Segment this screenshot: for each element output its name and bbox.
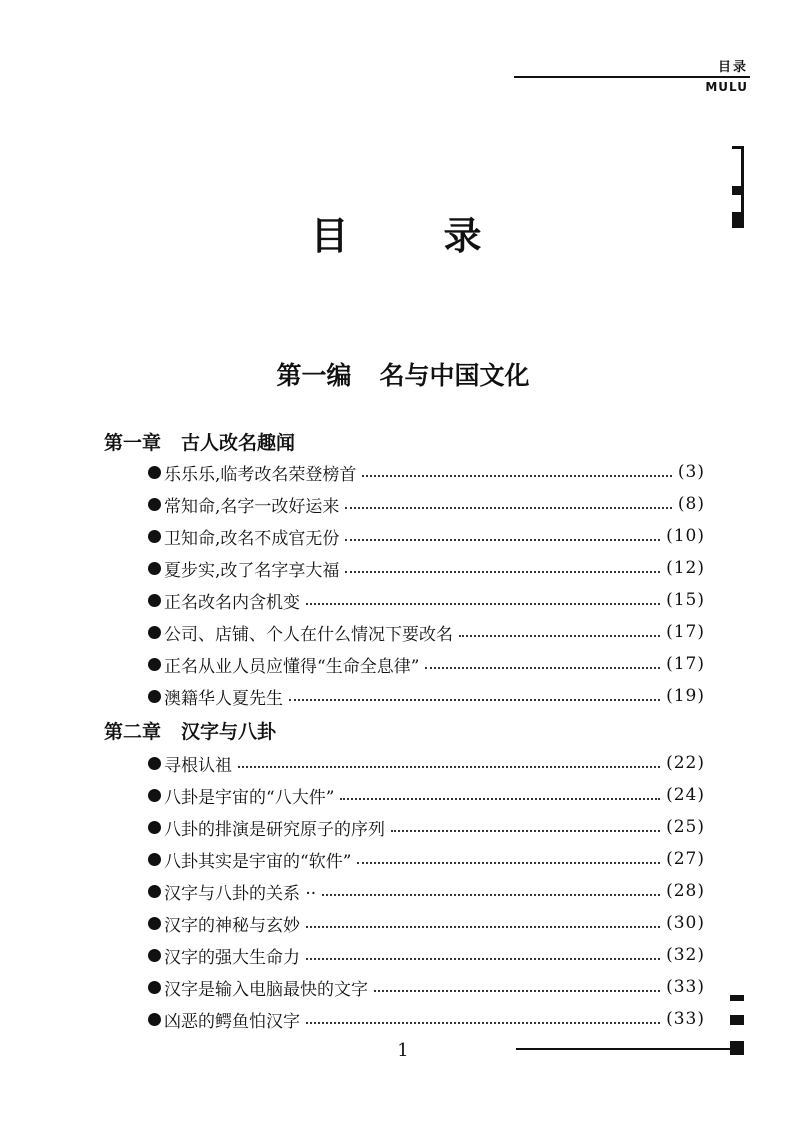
- toc-entry-title: 寻根认祖: [164, 755, 232, 776]
- toc-entry-title: 正名从业人员应懂得“生命全息律”: [164, 656, 420, 677]
- page-number: 1: [397, 1040, 409, 1061]
- dot-leader: [345, 539, 660, 541]
- bullet-icon: [148, 1013, 161, 1026]
- dot-leader: [374, 990, 660, 992]
- toc-entry-title: 汉字的强大生命力: [164, 947, 300, 968]
- toc-entry[interactable]: [148, 617, 705, 647]
- toc-entry[interactable]: [148, 681, 705, 711]
- thumb-tab-block: [730, 1015, 744, 1025]
- chapter-heading: [104, 428, 295, 455]
- thumb-tab-block: [730, 995, 744, 1001]
- toc-entry[interactable]: [148, 489, 705, 519]
- footer-rule: [516, 1048, 732, 1050]
- dot-leader: [289, 699, 660, 701]
- toc-entry[interactable]: [148, 780, 705, 810]
- toc-entry-page: (28): [666, 881, 705, 901]
- toc-entry-page: (15): [666, 590, 705, 610]
- running-head: [705, 60, 748, 94]
- bullet-icon: [148, 821, 161, 834]
- dot-leader: [345, 507, 672, 509]
- chapter-name: 汉字与八卦: [181, 721, 277, 743]
- bullet-icon: [148, 949, 161, 962]
- toc-entry-title: 汉字的神秘与玄妙: [164, 915, 300, 936]
- bullet-icon: [148, 658, 161, 671]
- toc-entry-title: 八卦的排演是研究原子的序列: [164, 819, 385, 840]
- toc-entry-page: (8): [677, 494, 705, 514]
- toc-entry[interactable]: [148, 876, 705, 906]
- running-head-rule: [514, 76, 750, 78]
- toc-entry[interactable]: [148, 844, 705, 874]
- toc-entry[interactable]: [148, 908, 705, 938]
- bullet-icon: [148, 853, 161, 866]
- dot-leader: [306, 603, 660, 605]
- dot-leader: [425, 667, 660, 669]
- toc-entry-page: (24): [666, 785, 705, 805]
- page-title-char-1: 目: [310, 214, 349, 258]
- toc-entry-title: 常知命,名字一改好运来: [164, 496, 340, 517]
- bullet-icon: [148, 466, 161, 479]
- dot-leader: [306, 926, 660, 928]
- toc-entry[interactable]: [148, 748, 705, 778]
- part-label: 第一编: [276, 361, 352, 390]
- bullet-icon: [148, 498, 161, 511]
- part-name: 名与中国文化: [379, 361, 530, 390]
- bullet-icon: [148, 885, 161, 898]
- chapter-name: 古人改名趣闻: [181, 432, 296, 454]
- running-head-section-en: MULU: [705, 80, 748, 94]
- toc-entry-title: 澳籍华人夏先生: [164, 688, 283, 709]
- toc-entry-page: (19): [666, 686, 705, 706]
- bullet-icon: [148, 594, 161, 607]
- page-title-char-2: 录: [443, 214, 482, 258]
- bullet-icon: [148, 562, 161, 575]
- toc-entry-page: (25): [666, 817, 705, 837]
- chapter-label: 第一章: [104, 432, 162, 454]
- bullet-icon: [148, 789, 161, 802]
- toc-entry[interactable]: [148, 457, 705, 487]
- toc-entry-title: 汉字是输入电脑最快的文字: [164, 979, 368, 1000]
- toc-entry-page: (12): [666, 558, 705, 578]
- running-head-section: 目录: [717, 60, 748, 75]
- thumb-tab-block: [732, 186, 744, 195]
- chapter-label: 第二章: [104, 721, 162, 743]
- toc-entry[interactable]: [148, 521, 705, 551]
- toc-entry-page: (10): [666, 526, 705, 546]
- toc-entry-title: 八卦是宇宙的“八大件”: [164, 787, 335, 808]
- toc-entry-title: 公司、店铺、个人在什么情况下要改名: [164, 624, 453, 645]
- toc-entry[interactable]: [148, 940, 705, 970]
- toc-entry-page: (17): [666, 654, 705, 674]
- bullet-icon: [148, 626, 161, 639]
- dot-leader: [459, 635, 660, 637]
- dot-leader: [345, 571, 660, 573]
- toc-entry-title: 正名改名内含机变: [164, 592, 300, 613]
- toc-entry[interactable]: [148, 585, 705, 615]
- bullet-icon: [148, 981, 161, 994]
- toc-entry-page: (3): [677, 462, 705, 482]
- toc-entry-title: 卫知命,改名不成官无份: [164, 528, 340, 549]
- toc-entry-page: (30): [666, 913, 705, 933]
- bullet-icon: [148, 757, 161, 770]
- part-heading: [0, 356, 792, 392]
- toc-entry[interactable]: [148, 812, 705, 842]
- toc-entry-title: 凶恶的鳄鱼怕汉字: [164, 1011, 300, 1032]
- toc-entry-page: (22): [666, 753, 705, 773]
- toc-entry[interactable]: [148, 553, 705, 583]
- toc-entry-title: 汉字与八卦的关系 ··: [164, 883, 317, 904]
- dot-leader: [391, 830, 660, 832]
- thumb-tab-block: [730, 1041, 744, 1055]
- dot-leader: [306, 1022, 660, 1024]
- dot-leader: [238, 766, 660, 768]
- dot-leader: [340, 798, 660, 800]
- toc-entry-title: 八卦其实是宇宙的“软件”: [164, 851, 352, 872]
- dot-leader: [306, 958, 660, 960]
- bullet-icon: [148, 917, 161, 930]
- chapter-heading: [104, 717, 276, 744]
- toc-entry-page: (32): [666, 945, 705, 965]
- toc-entry[interactable]: [148, 1004, 705, 1034]
- thumb-tab-block: [732, 146, 744, 149]
- toc-entry-title: 乐乐乐,临考改名荣登榜首: [164, 464, 357, 485]
- toc-entry-page: (17): [666, 622, 705, 642]
- toc-entry-title: 夏步实,改了名字享大福: [164, 560, 340, 581]
- bullet-icon: [148, 530, 161, 543]
- toc-entry-page: (33): [666, 977, 705, 997]
- toc-entry-page: (33): [666, 1009, 705, 1029]
- dot-leader: [362, 475, 672, 477]
- dot-leader: [357, 862, 660, 864]
- bullet-icon: [148, 690, 161, 703]
- toc-entry[interactable]: [148, 649, 705, 679]
- toc-entry-page: (27): [666, 849, 705, 869]
- dot-leader: [322, 894, 660, 896]
- toc-entry[interactable]: [148, 972, 705, 1002]
- page-title: [0, 205, 792, 260]
